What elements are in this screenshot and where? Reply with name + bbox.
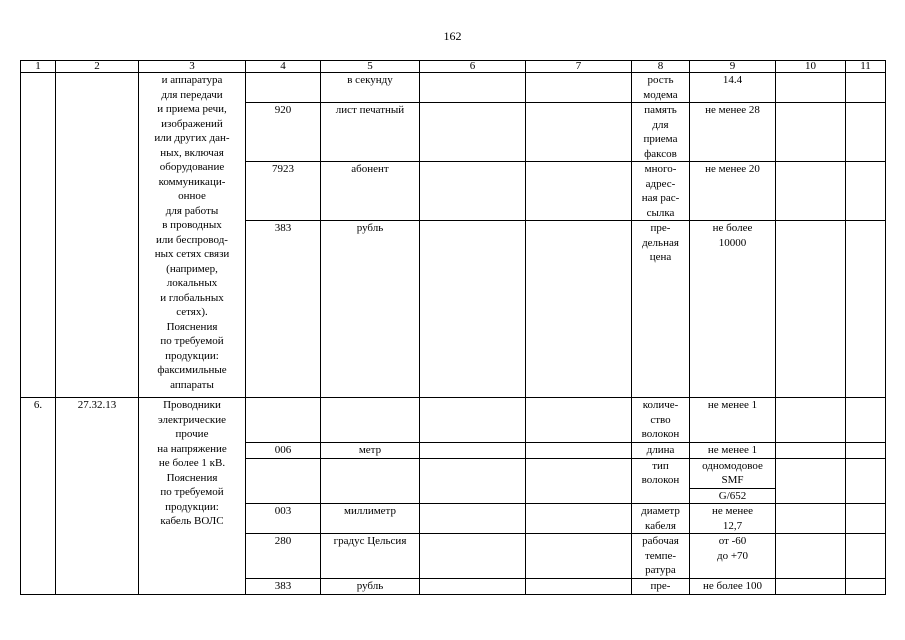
empty-cell bbox=[846, 398, 886, 443]
empty-cell bbox=[776, 504, 846, 534]
unit-name: лист печатный bbox=[321, 103, 420, 162]
column-header: 9 bbox=[690, 61, 776, 73]
value: одномодовое SMF bbox=[690, 458, 776, 488]
empty-cell bbox=[420, 73, 526, 103]
empty-cell bbox=[846, 443, 886, 459]
empty-cell bbox=[526, 504, 632, 534]
column-header: 10 bbox=[776, 61, 846, 73]
column-header: 5 bbox=[321, 61, 420, 73]
characteristic: тип волокон bbox=[632, 458, 690, 504]
unit-code: 280 bbox=[246, 534, 321, 579]
empty-cell bbox=[526, 534, 632, 579]
column-header: 1 bbox=[21, 61, 56, 73]
empty-cell bbox=[526, 443, 632, 459]
value: не более 10000 bbox=[690, 221, 776, 398]
value: не более 100 bbox=[690, 578, 776, 594]
empty-cell bbox=[776, 103, 846, 162]
empty-cell bbox=[526, 73, 632, 103]
empty-cell bbox=[420, 504, 526, 534]
empty-cell bbox=[846, 221, 886, 398]
empty-cell bbox=[776, 73, 846, 103]
empty-cell bbox=[776, 221, 846, 398]
characteristic: пре- дельная цена bbox=[632, 221, 690, 398]
unit-name: метр bbox=[321, 443, 420, 459]
empty-cell bbox=[420, 458, 526, 504]
unit-code: 003 bbox=[246, 504, 321, 534]
empty-cell bbox=[776, 162, 846, 221]
empty-cell bbox=[526, 162, 632, 221]
value: не менее 12,7 bbox=[690, 504, 776, 534]
item-code bbox=[56, 73, 139, 398]
column-header: 8 bbox=[632, 61, 690, 73]
characteristic: длина bbox=[632, 443, 690, 459]
item-name: Проводники электрические прочие на напряжение не более 1 кВ. Пояснения по требуемой продукции: кабель ВОЛС bbox=[139, 398, 246, 595]
empty-cell bbox=[846, 578, 886, 594]
column-header: 6 bbox=[420, 61, 526, 73]
unit-code bbox=[246, 73, 321, 103]
unit-name: абонент bbox=[321, 162, 420, 221]
table-row bbox=[21, 73, 886, 103]
table-row bbox=[21, 398, 886, 443]
empty-cell bbox=[846, 103, 886, 162]
empty-cell bbox=[846, 458, 886, 504]
characteristic: рость модема bbox=[632, 73, 690, 103]
value: G/652 bbox=[690, 488, 776, 504]
empty-cell bbox=[526, 221, 632, 398]
unit-name: миллиметр bbox=[321, 504, 420, 534]
column-header: 4 bbox=[246, 61, 321, 73]
empty-cell bbox=[420, 534, 526, 579]
empty-cell bbox=[420, 578, 526, 594]
empty-cell bbox=[776, 398, 846, 443]
empty-cell bbox=[526, 458, 632, 504]
characteristic: пре- bbox=[632, 578, 690, 594]
empty-cell bbox=[526, 578, 632, 594]
empty-cell bbox=[846, 504, 886, 534]
unit-name: рубль bbox=[321, 221, 420, 398]
characteristic: количе- ство волокон bbox=[632, 398, 690, 443]
empty-cell bbox=[846, 73, 886, 103]
empty-cell bbox=[776, 443, 846, 459]
empty-cell bbox=[420, 221, 526, 398]
empty-cell bbox=[526, 398, 632, 443]
empty-cell bbox=[776, 578, 846, 594]
value: от -60 до +70 bbox=[690, 534, 776, 579]
empty-cell bbox=[846, 534, 886, 579]
empty-cell bbox=[846, 162, 886, 221]
value: не менее 20 bbox=[690, 162, 776, 221]
column-header: 11 bbox=[846, 61, 886, 73]
characteristic: рабочая темпе- ратура bbox=[632, 534, 690, 579]
item-number bbox=[21, 73, 56, 398]
unit-code: 006 bbox=[246, 443, 321, 459]
unit-code: 383 bbox=[246, 578, 321, 594]
column-header: 7 bbox=[526, 61, 632, 73]
empty-cell bbox=[526, 103, 632, 162]
column-header: 2 bbox=[56, 61, 139, 73]
value: не менее 28 bbox=[690, 103, 776, 162]
column-header: 3 bbox=[139, 61, 246, 73]
item-number: 6. bbox=[21, 398, 56, 595]
unit-code: 7923 bbox=[246, 162, 321, 221]
unit-name: рубль bbox=[321, 578, 420, 594]
column-header-row bbox=[21, 61, 886, 73]
unit-code: 920 bbox=[246, 103, 321, 162]
value: не менее 1 bbox=[690, 398, 776, 443]
characteristic: диаметр кабеля bbox=[632, 504, 690, 534]
item-name: и аппаратура для передачи и приема речи, изображений или других дан- ных, включая оборудование коммуникаци- онное для работы в проводных или беспровод- ных сетях связи (например, локальных и глобальных сетях). Пояснения по требуемой продукции: факсимильные аппараты bbox=[139, 73, 246, 398]
item-code: 27.32.13 bbox=[56, 398, 139, 595]
specification-table bbox=[20, 60, 886, 595]
characteristic: память для приема факсов bbox=[632, 103, 690, 162]
unit-name: градус Цельсия bbox=[321, 534, 420, 579]
page-number: 162 bbox=[443, 29, 462, 43]
empty-cell bbox=[420, 103, 526, 162]
empty-cell bbox=[776, 534, 846, 579]
unit-code: 383 bbox=[246, 221, 321, 398]
value: не менее 1 bbox=[690, 443, 776, 459]
unit-name bbox=[321, 398, 420, 443]
unit-name bbox=[321, 458, 420, 504]
characteristic: много- адрес- ная рас- сылка bbox=[632, 162, 690, 221]
unit-code bbox=[246, 458, 321, 504]
empty-cell bbox=[420, 443, 526, 459]
unit-name: в секунду bbox=[321, 73, 420, 103]
empty-cell bbox=[776, 458, 846, 504]
unit-code bbox=[246, 398, 321, 443]
empty-cell bbox=[420, 162, 526, 221]
value: 14.4 bbox=[690, 73, 776, 103]
empty-cell bbox=[420, 398, 526, 443]
